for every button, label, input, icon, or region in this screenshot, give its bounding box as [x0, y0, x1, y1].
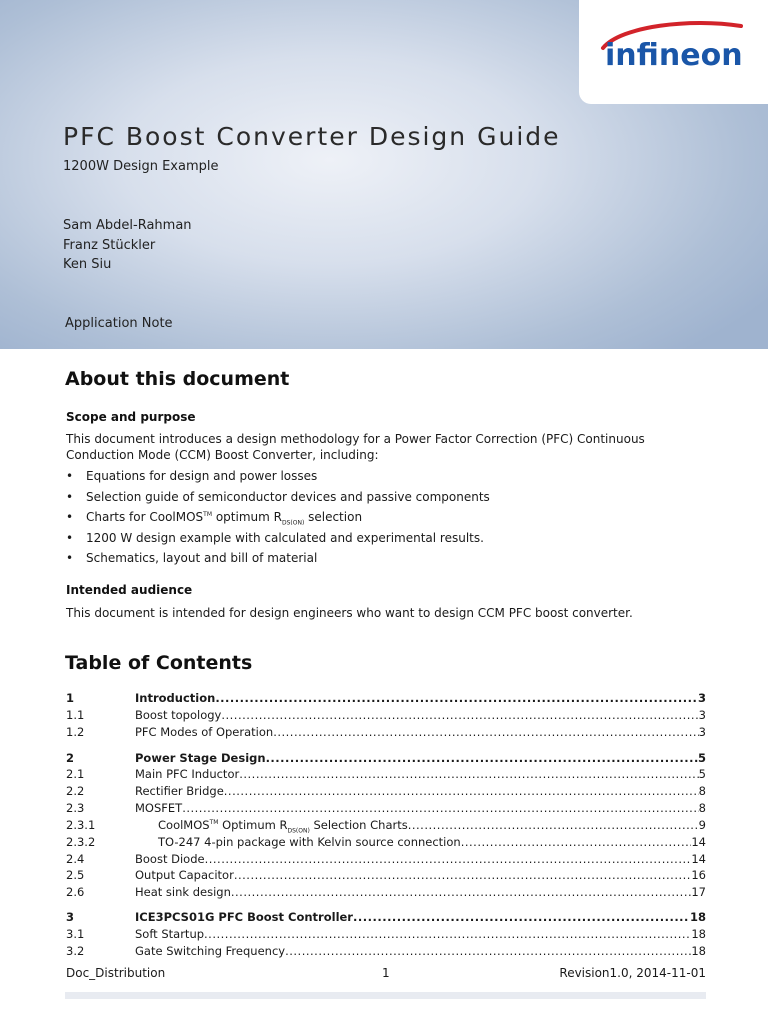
document-type: Application Note	[65, 316, 173, 331]
document-title: PFC Boost Converter Design Guide	[63, 122, 561, 151]
author-name: Franz Stückler	[63, 238, 156, 253]
toc-entry[interactable]: 2 Power Stage Design ..... 5	[66, 751, 706, 767]
footer-divider	[65, 992, 706, 999]
scope-text: This document introduces a design methodology for a Power Factor Correction (PFC) Continuous Conduction Mode (CCM) Boost Converter, including:	[66, 432, 645, 462]
scope-heading: Scope and purpose	[66, 410, 196, 424]
toc-entry[interactable]: 1 Introduction ..... 3	[66, 691, 706, 707]
footer-revision: Revision1.0, 2014-11-01	[559, 966, 706, 980]
infineon-logo-icon	[591, 18, 756, 88]
footer-page-number: 1	[382, 966, 390, 980]
logo-wordmark: infineon	[605, 38, 743, 73]
list-item: • Equations for design and power losses	[66, 469, 318, 483]
toc-entry[interactable]: 2.1 Main PFC Inductor ..... 5	[66, 767, 706, 783]
toc-entry[interactable]: 3.1 Soft Startup ..... 18	[66, 927, 706, 943]
author-name: Ken Siu	[63, 257, 112, 272]
company-logo	[579, 0, 768, 104]
toc-entry[interactable]: 3.2 Gate Switching Frequency ..... 18	[66, 944, 706, 960]
list-item: • Charts for CoolMOS™ optimum $R_{DS(ON)}$ selection	[66, 510, 363, 527]
toc-entry[interactable]: 2.6 Heat sink design ..... 17	[66, 885, 706, 901]
list-item: • Schematics, layout and bill of material	[66, 551, 318, 565]
audience-text: This document is intended for design engineers who want to design CCM PFC boost converter.	[66, 606, 633, 620]
toc-entry[interactable]: 1.2 PFC Modes of Operation ..... 3	[66, 725, 706, 741]
toc-entry[interactable]: 1.1 Boost topology ..... 3	[66, 708, 706, 724]
toc-entry[interactable]: 2.3.1 CoolMOS™ Optimum $R_{DS(ON)}$ Selection Charts ..... 9	[66, 818, 706, 834]
toc-entry[interactable]: 3 ICE3PCS01G PFC Boost Controller ..... 18	[66, 910, 706, 926]
toc-entry[interactable]: 2.4 Boost Diode ..... 14	[66, 852, 706, 868]
toc-entry[interactable]: 2.3.2 TO-247 4-pin package with Kelvin source connection ..... 14	[66, 835, 706, 851]
list-item: • 1200 W design example with calculated and experimental results.	[66, 531, 484, 545]
toc-entry[interactable]: 2.2 Rectifier Bridge ..... 8	[66, 784, 706, 800]
list-item: • Selection guide of semiconductor devices and passive components	[66, 490, 490, 504]
toc-heading: Table of Contents	[65, 652, 253, 674]
author-name: Sam Abdel-Rahman	[63, 218, 192, 233]
footer-distribution: Doc_Distribution	[66, 966, 166, 980]
toc-entry[interactable]: 2.5 Output Capacitor ..... 16	[66, 868, 706, 884]
about-heading: About this document	[65, 368, 290, 390]
toc-entry[interactable]: 2.3 MOSFET ..... 8	[66, 801, 706, 817]
audience-heading: Intended audience	[66, 583, 193, 597]
document-subtitle: 1200W Design Example	[63, 159, 219, 174]
